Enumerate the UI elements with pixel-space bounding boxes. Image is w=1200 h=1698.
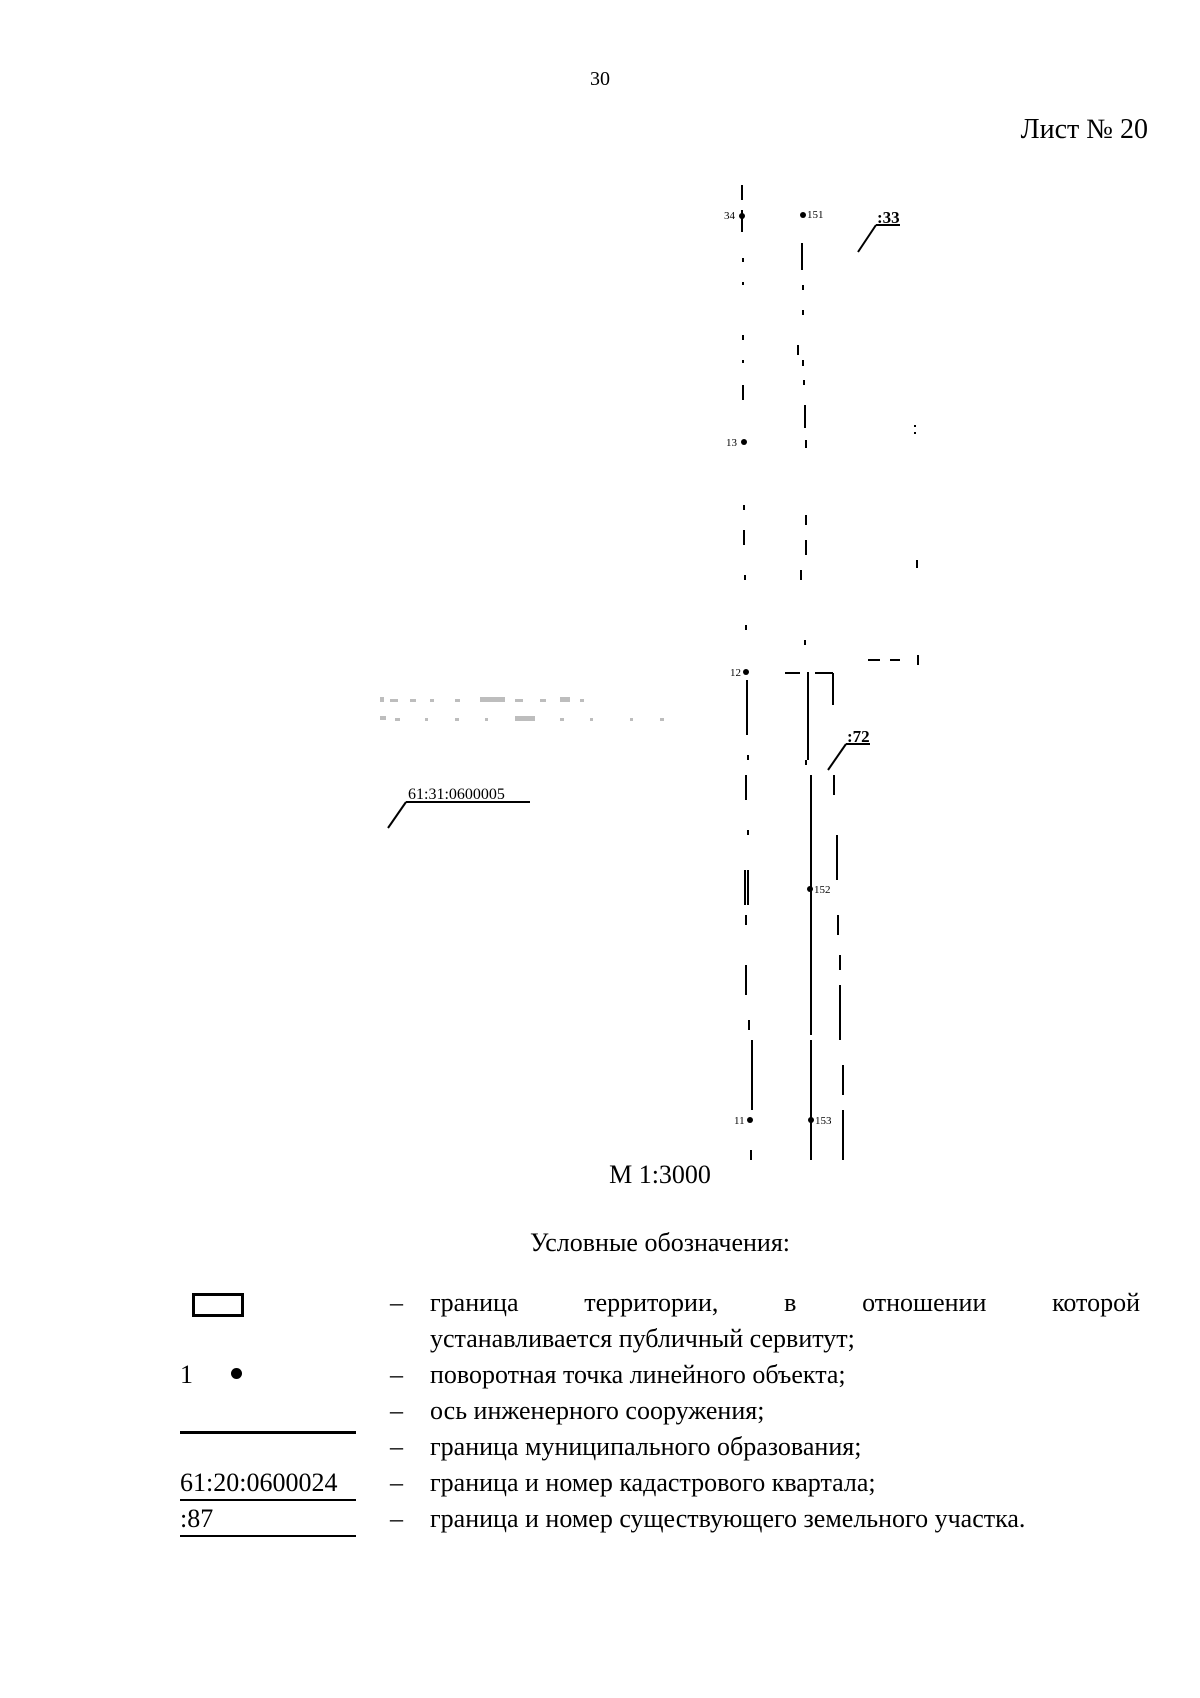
sheet-label: Лист № 20 [1020, 114, 1148, 145]
legend-text: граница муниципального образования; [430, 1432, 862, 1461]
point-dot-icon [231, 1368, 242, 1379]
legend-row-axis [180, 1393, 1140, 1429]
point-label-12: 12 [730, 667, 741, 679]
turning-points [739, 212, 814, 1123]
legend-text: ось инженерного сооружения; [430, 1396, 765, 1425]
quarter-label: 61:31:0600005 [408, 786, 505, 803]
legend-dash: – [390, 1504, 403, 1533]
legend-title: Условные обозначения: [529, 1228, 791, 1257]
cadastral-quarter-symbol: 61:20:0600024 [180, 1465, 360, 1501]
legend-dash: – [390, 1432, 403, 1461]
axis-line [798, 243, 811, 1160]
point-151 [800, 212, 806, 218]
point-13 [741, 439, 747, 445]
legend-text: граница и номер кадастрового квартала; [430, 1468, 876, 1497]
parcel-label-72: :72 [847, 727, 870, 746]
legend-text: поворотная точка линейного объекта; [430, 1360, 846, 1389]
legend-row-turning-point [180, 1357, 1140, 1393]
legend-dash: – [390, 1468, 403, 1497]
faint-text-marks [380, 697, 664, 721]
point-label-153: 153 [815, 1115, 832, 1127]
leader-lines [388, 225, 900, 828]
legend-row-parcel [180, 1501, 1140, 1537]
point-153 [808, 1117, 814, 1123]
legend-row-quarter [180, 1465, 1140, 1501]
legend-dash: – [390, 1396, 403, 1425]
point-label-11: 11 [734, 1115, 745, 1127]
point-34 [739, 213, 745, 219]
land-parcel-symbol: :87 [180, 1501, 360, 1537]
point-152 [807, 886, 813, 892]
parcel-label-33: :33 [877, 208, 900, 227]
legend-text-continued: устанавливается публичный сервитут; [430, 1324, 855, 1353]
map-scale: М 1:3000 [609, 1160, 711, 1189]
point-11 [747, 1117, 753, 1123]
turning-point-symbol [180, 1357, 360, 1393]
turning-point-number: 1 [180, 1360, 193, 1389]
legend-text: граница территории, в отношении которой [430, 1288, 1140, 1317]
legend [180, 1285, 1140, 1537]
legend-row-municipal [180, 1429, 1140, 1465]
page-number: 30 [590, 68, 610, 90]
point-label-152: 152 [814, 884, 831, 896]
legend-row-boundary [180, 1285, 1140, 1357]
point-12 [743, 669, 749, 675]
point-label-151: 151 [807, 209, 824, 221]
point-label-34: 34 [724, 210, 735, 222]
legend-text: граница и номер существующего земельного участка. [430, 1504, 1026, 1533]
right-boundary-line [785, 425, 918, 1160]
legend-dash: – [390, 1288, 403, 1317]
legend-dash: – [390, 1360, 403, 1389]
point-label-13: 13 [726, 437, 737, 449]
